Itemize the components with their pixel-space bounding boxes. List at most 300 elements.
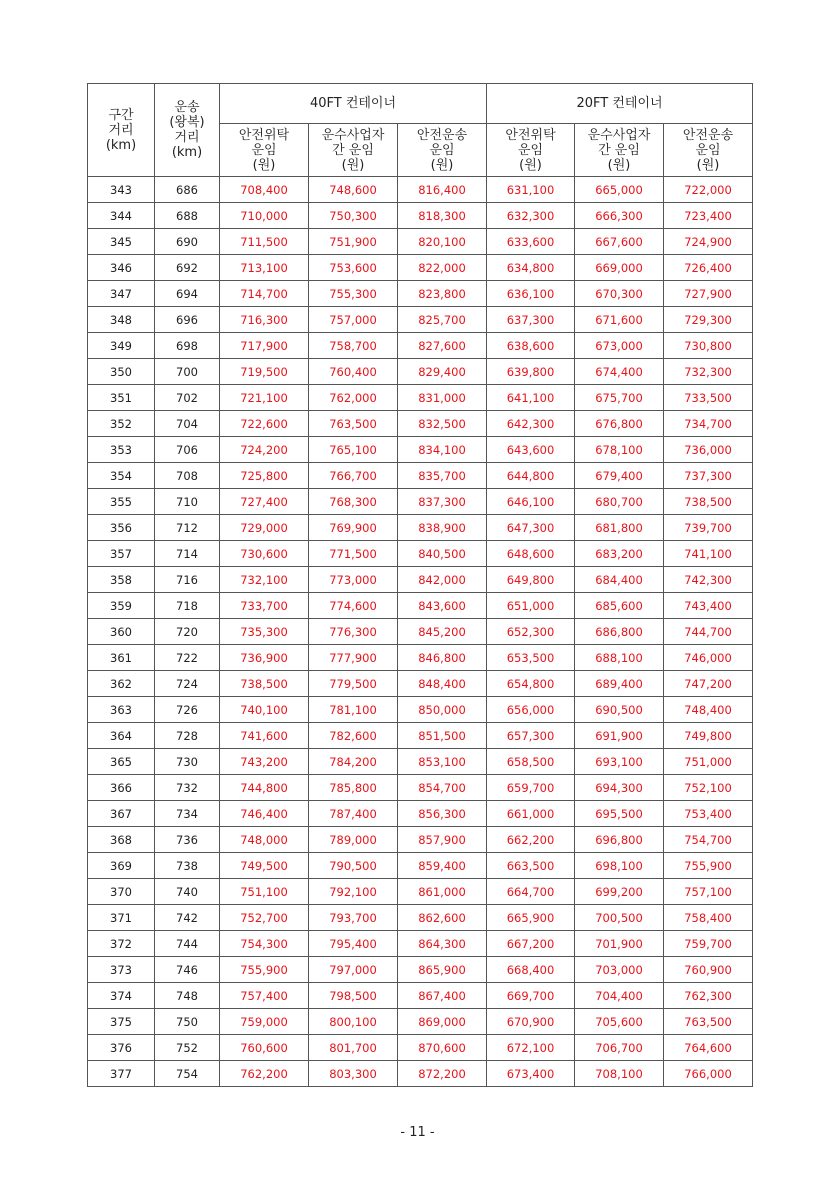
rate-cell: 790,500 — [309, 853, 398, 879]
rate-cell: 647,300 — [487, 515, 575, 541]
distance-cell: 373 — [88, 957, 155, 983]
rate-cell: 691,900 — [575, 723, 664, 749]
rate-cell: 690,500 — [575, 697, 664, 723]
rate-cell: 724,900 — [664, 229, 753, 255]
rate-cell: 669,700 — [487, 983, 575, 1009]
rate-cell: 656,000 — [487, 697, 575, 723]
rate-cell: 743,200 — [220, 749, 309, 775]
rate-cell: 856,300 — [398, 801, 487, 827]
rate-cell: 823,800 — [398, 281, 487, 307]
rate-cell: 673,000 — [575, 333, 664, 359]
rate-cell: 754,300 — [220, 931, 309, 957]
roundtrip-distance-cell: 724 — [155, 671, 220, 697]
rate-cell: 733,700 — [220, 593, 309, 619]
table-row — [88, 515, 753, 541]
distance-cell: 344 — [88, 203, 155, 229]
distance-cell: 346 — [88, 255, 155, 281]
rate-cell: 662,200 — [487, 827, 575, 853]
rate-cell: 729,300 — [664, 307, 753, 333]
rate-cell: 838,900 — [398, 515, 487, 541]
table-row — [88, 281, 753, 307]
roundtrip-distance-cell: 714 — [155, 541, 220, 567]
rate-subheader: 운수사업자 간 운임 (원) — [575, 124, 664, 177]
table-row — [88, 879, 753, 905]
rate-cell: 846,800 — [398, 645, 487, 671]
rate-cell: 759,700 — [664, 931, 753, 957]
table-row — [88, 1009, 753, 1035]
rate-cell: 695,500 — [575, 801, 664, 827]
rate-cell: 759,000 — [220, 1009, 309, 1035]
rate-cell: 730,600 — [220, 541, 309, 567]
rate-cell: 865,900 — [398, 957, 487, 983]
rate-cell: 861,000 — [398, 879, 487, 905]
rate-cell: 862,600 — [398, 905, 487, 931]
roundtrip-distance-cell: 742 — [155, 905, 220, 931]
table-row — [88, 359, 753, 385]
distance-cell: 362 — [88, 671, 155, 697]
table-row — [88, 307, 753, 333]
rate-cell: 670,900 — [487, 1009, 575, 1035]
distance-cell: 376 — [88, 1035, 155, 1061]
rate-cell: 773,000 — [309, 567, 398, 593]
rate-cell: 867,400 — [398, 983, 487, 1009]
rate-cell: 825,700 — [398, 307, 487, 333]
rate-cell: 755,900 — [220, 957, 309, 983]
rate-cell: 637,300 — [487, 307, 575, 333]
rate-cell: 827,600 — [398, 333, 487, 359]
roundtrip-distance-cell: 744 — [155, 931, 220, 957]
rate-cell: 738,500 — [220, 671, 309, 697]
rate-cell: 665,900 — [487, 905, 575, 931]
rate-cell: 789,000 — [309, 827, 398, 853]
rate-cell: 696,800 — [575, 827, 664, 853]
table-row — [88, 177, 753, 203]
rate-cell: 798,500 — [309, 983, 398, 1009]
rate-cell: 739,700 — [664, 515, 753, 541]
table-row — [88, 723, 753, 749]
rate-cell: 768,300 — [309, 489, 398, 515]
rate-cell: 741,100 — [664, 541, 753, 567]
rate-cell: 654,800 — [487, 671, 575, 697]
rate-cell: 648,600 — [487, 541, 575, 567]
distance-cell: 355 — [88, 489, 155, 515]
rate-cell: 753,600 — [309, 255, 398, 281]
rate-cell: 704,400 — [575, 983, 664, 1009]
distance-cell: 354 — [88, 463, 155, 489]
rate-cell: 639,800 — [487, 359, 575, 385]
roundtrip-distance-cell: 736 — [155, 827, 220, 853]
rate-cell: 763,500 — [664, 1009, 753, 1035]
table-body — [88, 177, 753, 1087]
distance-cell: 375 — [88, 1009, 155, 1035]
rate-cell: 683,200 — [575, 541, 664, 567]
distance-cell: 343 — [88, 177, 155, 203]
table-row — [88, 385, 753, 411]
distance-cell: 347 — [88, 281, 155, 307]
distance-cell: 357 — [88, 541, 155, 567]
rate-cell: 710,000 — [220, 203, 309, 229]
table-row — [88, 983, 753, 1009]
rate-cell: 652,300 — [487, 619, 575, 645]
rate-cell: 678,100 — [575, 437, 664, 463]
roundtrip-distance-cell: 706 — [155, 437, 220, 463]
rate-cell: 835,700 — [398, 463, 487, 489]
rate-cell: 651,000 — [487, 593, 575, 619]
rate-cell: 762,200 — [220, 1061, 309, 1087]
rate-cell: 727,900 — [664, 281, 753, 307]
rate-cell: 837,300 — [398, 489, 487, 515]
distance-header: 구간 거리 (km) — [88, 84, 155, 177]
rate-cell: 727,400 — [220, 489, 309, 515]
distance-cell: 360 — [88, 619, 155, 645]
rate-cell: 746,000 — [664, 645, 753, 671]
rate-cell: 870,600 — [398, 1035, 487, 1061]
roundtrip-distance-cell: 738 — [155, 853, 220, 879]
rate-cell: 670,300 — [575, 281, 664, 307]
rate-cell: 752,700 — [220, 905, 309, 931]
rate-cell: 748,400 — [664, 697, 753, 723]
distance-cell: 363 — [88, 697, 155, 723]
rate-cell: 634,800 — [487, 255, 575, 281]
roundtrip-distance-header: 운송 (왕복) 거리 (km) — [155, 84, 220, 177]
rate-cell: 864,300 — [398, 931, 487, 957]
roundtrip-distance-cell: 722 — [155, 645, 220, 671]
distance-cell: 367 — [88, 801, 155, 827]
roundtrip-distance-cell: 748 — [155, 983, 220, 1009]
rate-cell: 730,800 — [664, 333, 753, 359]
rate-cell: 750,300 — [309, 203, 398, 229]
rate-cell: 672,100 — [487, 1035, 575, 1061]
distance-cell: 365 — [88, 749, 155, 775]
table-row — [88, 463, 753, 489]
rate-cell: 795,400 — [309, 931, 398, 957]
rate-cell: 738,500 — [664, 489, 753, 515]
rate-cell: 755,900 — [664, 853, 753, 879]
roundtrip-distance-cell: 752 — [155, 1035, 220, 1061]
rate-cell: 762,300 — [664, 983, 753, 1009]
rate-cell: 760,900 — [664, 957, 753, 983]
distance-cell: 368 — [88, 827, 155, 853]
rate-cell: 729,000 — [220, 515, 309, 541]
rate-cell: 686,800 — [575, 619, 664, 645]
distance-cell: 361 — [88, 645, 155, 671]
rate-cell: 842,000 — [398, 567, 487, 593]
rate-cell: 784,200 — [309, 749, 398, 775]
table-row — [88, 203, 753, 229]
rate-cell: 689,400 — [575, 671, 664, 697]
rate-cell: 857,900 — [398, 827, 487, 853]
rate-cell: 722,600 — [220, 411, 309, 437]
rate-cell: 766,000 — [664, 1061, 753, 1087]
rate-cell: 743,400 — [664, 593, 753, 619]
rate-cell: 840,500 — [398, 541, 487, 567]
rate-cell: 832,500 — [398, 411, 487, 437]
roundtrip-distance-cell: 696 — [155, 307, 220, 333]
table-row — [88, 905, 753, 931]
roundtrip-distance-cell: 702 — [155, 385, 220, 411]
rate-cell: 663,500 — [487, 853, 575, 879]
rate-cell: 822,000 — [398, 255, 487, 281]
rate-cell: 787,400 — [309, 801, 398, 827]
rate-cell: 800,100 — [309, 1009, 398, 1035]
table-row — [88, 333, 753, 359]
rate-cell: 719,500 — [220, 359, 309, 385]
table-row — [88, 775, 753, 801]
rate-cell: 843,600 — [398, 593, 487, 619]
table-row — [88, 1035, 753, 1061]
rate-cell: 851,500 — [398, 723, 487, 749]
rate-cell: 659,700 — [487, 775, 575, 801]
rate-cell: 693,100 — [575, 749, 664, 775]
rate-cell: 749,800 — [664, 723, 753, 749]
rate-cell: 700,500 — [575, 905, 664, 931]
rate-cell: 831,000 — [398, 385, 487, 411]
rate-cell: 792,100 — [309, 879, 398, 905]
rate-cell: 708,100 — [575, 1061, 664, 1087]
distance-cell: 364 — [88, 723, 155, 749]
rate-cell: 744,700 — [664, 619, 753, 645]
rate-cell: 722,000 — [664, 177, 753, 203]
rate-cell: 680,700 — [575, 489, 664, 515]
rate-cell: 782,600 — [309, 723, 398, 749]
rate-cell: 705,600 — [575, 1009, 664, 1035]
rate-cell: 753,400 — [664, 801, 753, 827]
rate-cell: 737,300 — [664, 463, 753, 489]
rate-cell: 740,100 — [220, 697, 309, 723]
roundtrip-distance-cell: 694 — [155, 281, 220, 307]
roundtrip-distance-cell: 712 — [155, 515, 220, 541]
rate-cell: 669,000 — [575, 255, 664, 281]
rate-cell: 679,400 — [575, 463, 664, 489]
roundtrip-distance-cell: 730 — [155, 749, 220, 775]
rate-cell: 667,600 — [575, 229, 664, 255]
table-row — [88, 619, 753, 645]
rate-cell: 752,100 — [664, 775, 753, 801]
distance-cell: 370 — [88, 879, 155, 905]
roundtrip-distance-cell: 688 — [155, 203, 220, 229]
rate-cell: 636,100 — [487, 281, 575, 307]
rate-cell: 675,700 — [575, 385, 664, 411]
table-row — [88, 931, 753, 957]
rate-cell: 736,000 — [664, 437, 753, 463]
rate-cell: 632,300 — [487, 203, 575, 229]
rate-cell: 642,300 — [487, 411, 575, 437]
rate-cell: 674,400 — [575, 359, 664, 385]
rate-cell: 765,100 — [309, 437, 398, 463]
roundtrip-distance-cell: 754 — [155, 1061, 220, 1087]
rate-cell: 721,100 — [220, 385, 309, 411]
table-row — [88, 749, 753, 775]
rate-cell: 848,400 — [398, 671, 487, 697]
rate-cell: 668,400 — [487, 957, 575, 983]
rate-subheader: 안전위탁 운임 (원) — [487, 124, 575, 177]
rate-cell: 631,100 — [487, 177, 575, 203]
roundtrip-distance-cell: 732 — [155, 775, 220, 801]
rate-cell: 684,400 — [575, 567, 664, 593]
rate-cell: 777,900 — [309, 645, 398, 671]
rate-cell: 638,600 — [487, 333, 575, 359]
rate-cell: 723,400 — [664, 203, 753, 229]
distance-cell: 377 — [88, 1061, 155, 1087]
rate-cell: 732,300 — [664, 359, 753, 385]
rate-subheader: 안전운송 운임 (원) — [398, 124, 487, 177]
table-row — [88, 593, 753, 619]
rate-cell: 748,600 — [309, 177, 398, 203]
rate-cell: 646,100 — [487, 489, 575, 515]
container-20ft-header: 20FT 컨테이너 — [487, 84, 753, 124]
table-row — [88, 645, 753, 671]
distance-cell: 356 — [88, 515, 155, 541]
roundtrip-distance-cell: 728 — [155, 723, 220, 749]
rate-cell: 747,200 — [664, 671, 753, 697]
table-row — [88, 489, 753, 515]
roundtrip-distance-cell: 740 — [155, 879, 220, 905]
rate-cell: 641,100 — [487, 385, 575, 411]
rate-cell: 644,800 — [487, 463, 575, 489]
rate-cell: 699,200 — [575, 879, 664, 905]
distance-cell: 358 — [88, 567, 155, 593]
rate-cell: 724,200 — [220, 437, 309, 463]
rate-cell: 760,600 — [220, 1035, 309, 1061]
rate-cell: 643,600 — [487, 437, 575, 463]
rate-cell: 658,500 — [487, 749, 575, 775]
rate-cell: 774,600 — [309, 593, 398, 619]
rate-cell: 785,800 — [309, 775, 398, 801]
distance-cell: 369 — [88, 853, 155, 879]
page-number: - 11 - — [400, 1125, 435, 1140]
rate-cell: 667,200 — [487, 931, 575, 957]
rate-cell: 716,300 — [220, 307, 309, 333]
roundtrip-distance-cell: 720 — [155, 619, 220, 645]
rate-cell: 829,400 — [398, 359, 487, 385]
rate-cell: 726,400 — [664, 255, 753, 281]
table-row — [88, 827, 753, 853]
table-row — [88, 697, 753, 723]
rate-cell: 818,300 — [398, 203, 487, 229]
rate-cell: 698,100 — [575, 853, 664, 879]
table-row — [88, 957, 753, 983]
rate-cell: 762,000 — [309, 385, 398, 411]
rate-cell: 735,300 — [220, 619, 309, 645]
table-row — [88, 229, 753, 255]
rate-cell: 769,900 — [309, 515, 398, 541]
rate-cell: 776,300 — [309, 619, 398, 645]
table-row — [88, 255, 753, 281]
roundtrip-distance-cell: 750 — [155, 1009, 220, 1035]
rate-cell: 708,400 — [220, 177, 309, 203]
rate-cell: 746,400 — [220, 801, 309, 827]
distance-cell: 374 — [88, 983, 155, 1009]
roundtrip-distance-cell: 726 — [155, 697, 220, 723]
rate-cell: 872,200 — [398, 1061, 487, 1087]
rate-cell: 713,100 — [220, 255, 309, 281]
rate-cell: 803,300 — [309, 1061, 398, 1087]
rate-cell: 751,900 — [309, 229, 398, 255]
container-40ft-header: 40FT 컨테이너 — [220, 84, 487, 124]
distance-cell: 371 — [88, 905, 155, 931]
rate-cell: 757,400 — [220, 983, 309, 1009]
rate-cell: 717,900 — [220, 333, 309, 359]
roundtrip-distance-cell: 686 — [155, 177, 220, 203]
rate-cell: 850,000 — [398, 697, 487, 723]
distance-cell: 359 — [88, 593, 155, 619]
rate-cell: 820,100 — [398, 229, 487, 255]
rate-cell: 694,300 — [575, 775, 664, 801]
distance-cell: 348 — [88, 307, 155, 333]
roundtrip-distance-cell: 704 — [155, 411, 220, 437]
rate-cell: 853,100 — [398, 749, 487, 775]
table-row — [88, 671, 753, 697]
rate-cell: 741,600 — [220, 723, 309, 749]
freight-rate-table — [87, 83, 753, 1087]
rate-cell: 751,100 — [220, 879, 309, 905]
rate-cell: 766,700 — [309, 463, 398, 489]
table-row — [88, 411, 753, 437]
rate-cell: 771,500 — [309, 541, 398, 567]
distance-cell: 350 — [88, 359, 155, 385]
rate-cell: 666,300 — [575, 203, 664, 229]
rate-cell: 661,000 — [487, 801, 575, 827]
rate-cell: 676,800 — [575, 411, 664, 437]
rate-cell: 859,400 — [398, 853, 487, 879]
rate-cell: 732,100 — [220, 567, 309, 593]
roundtrip-distance-cell: 734 — [155, 801, 220, 827]
rate-cell: 854,700 — [398, 775, 487, 801]
roundtrip-distance-cell: 718 — [155, 593, 220, 619]
roundtrip-distance-cell: 700 — [155, 359, 220, 385]
rate-cell: 701,900 — [575, 931, 664, 957]
rate-cell: 758,700 — [309, 333, 398, 359]
rate-cell: 688,100 — [575, 645, 664, 671]
roundtrip-distance-cell: 692 — [155, 255, 220, 281]
rate-cell: 801,700 — [309, 1035, 398, 1061]
rate-cell: 797,000 — [309, 957, 398, 983]
distance-cell: 372 — [88, 931, 155, 957]
rate-cell: 755,300 — [309, 281, 398, 307]
rate-cell: 751,000 — [664, 749, 753, 775]
rate-cell: 653,500 — [487, 645, 575, 671]
roundtrip-distance-cell: 710 — [155, 489, 220, 515]
table-row — [88, 1061, 753, 1087]
rate-cell: 757,000 — [309, 307, 398, 333]
rate-cell: 703,000 — [575, 957, 664, 983]
rate-cell: 711,500 — [220, 229, 309, 255]
rate-cell: 763,500 — [309, 411, 398, 437]
rate-cell: 834,100 — [398, 437, 487, 463]
table-row — [88, 801, 753, 827]
table-row — [88, 541, 753, 567]
rate-cell: 657,300 — [487, 723, 575, 749]
distance-cell: 349 — [88, 333, 155, 359]
roundtrip-distance-cell: 698 — [155, 333, 220, 359]
rate-cell: 754,700 — [664, 827, 753, 853]
distance-cell: 352 — [88, 411, 155, 437]
rate-cell: 733,500 — [664, 385, 753, 411]
distance-cell: 366 — [88, 775, 155, 801]
rate-cell: 706,700 — [575, 1035, 664, 1061]
rate-cell: 665,000 — [575, 177, 664, 203]
table-row — [88, 567, 753, 593]
roundtrip-distance-cell: 746 — [155, 957, 220, 983]
rate-cell: 664,700 — [487, 879, 575, 905]
rate-subheader: 안전운송 운임 (원) — [664, 124, 753, 177]
rate-cell: 869,000 — [398, 1009, 487, 1035]
rate-cell: 748,000 — [220, 827, 309, 853]
rate-cell: 725,800 — [220, 463, 309, 489]
rate-cell: 779,500 — [309, 671, 398, 697]
rate-cell: 744,800 — [220, 775, 309, 801]
rate-cell: 673,400 — [487, 1061, 575, 1087]
